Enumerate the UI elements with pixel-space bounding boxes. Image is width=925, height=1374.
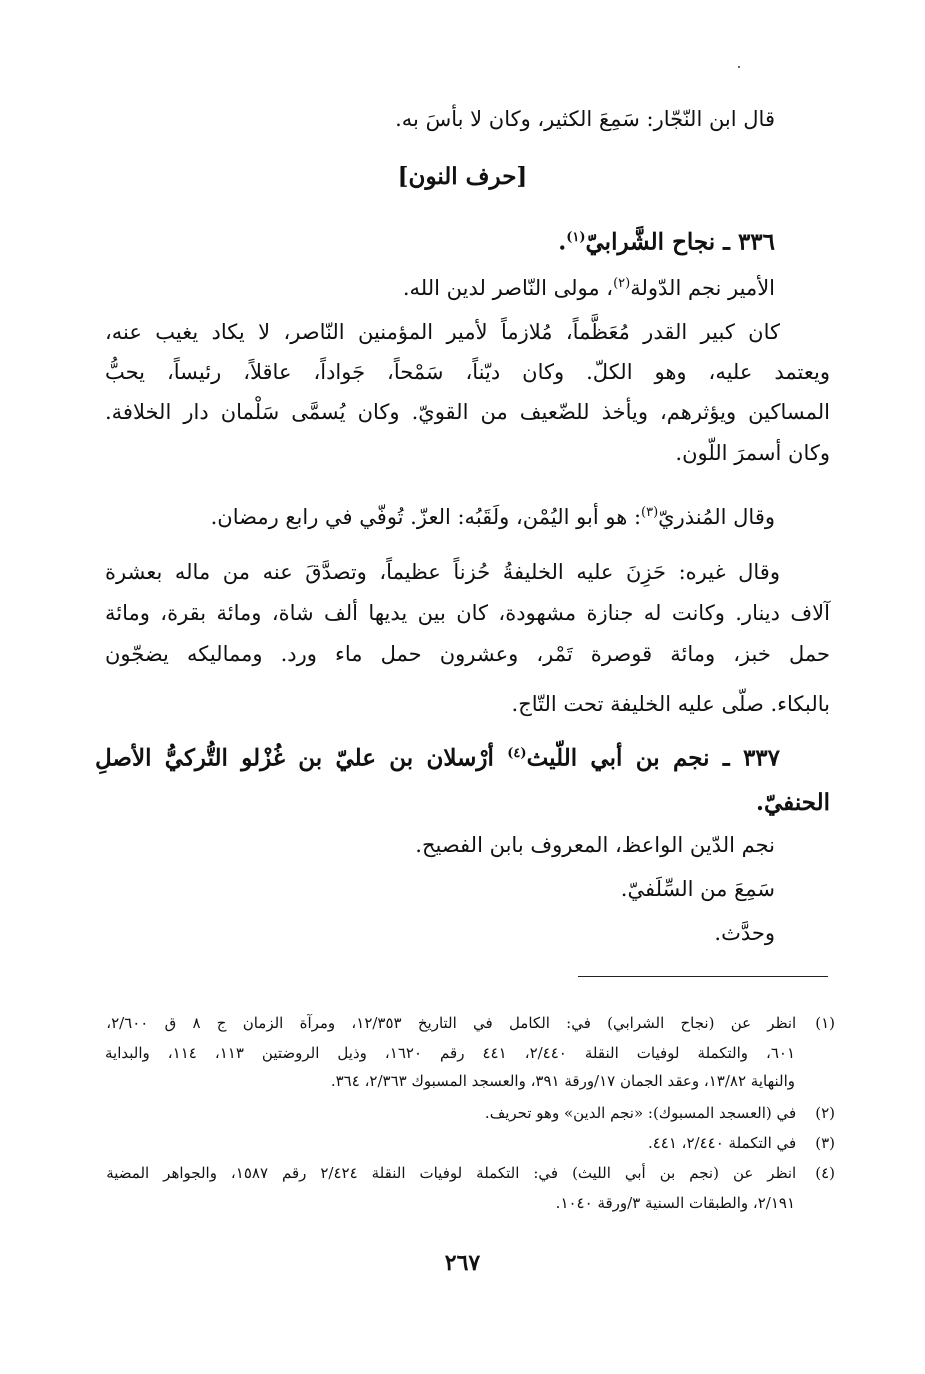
paragraph-line: آلاف دينار. وكانت له جنازة مشهودة، كان بين يديها ألف شاة، ومائة بقرة، ومائة: [105, 601, 830, 625]
entry-336-title: [558, 221, 775, 260]
entry-336-title-end: .: [558, 228, 567, 256]
ink-speck: [738, 66, 740, 68]
footnote-text: ٦٠١، والتكملة لوفيات النقلة ٢/٤٤٠، ٤٤١ رقم ١٦٢٠، وذيل الروضتين ١١٣، ١١٤، والبداية: [105, 1044, 796, 1062]
entry-336-line-b: ، مولى النّاصر لدين الله.: [402, 276, 614, 300]
footnote-text: انظر عن (نجم بن أبي الليث) في: التكملة لوفيات النقلة ٢/٤٢٤ رقم ١٥٨٧، والجواهر المضية: [106, 1164, 797, 1182]
footnote-3: [648, 1130, 835, 1157]
footnote-4: [105, 1160, 835, 1187]
paragraph-line: بالبكاء. صلّى عليه الخليفة تحت التّاج.: [511, 692, 830, 716]
entry-336-line-a: وقال المُنذريّ: [658, 505, 775, 529]
entry-336-line-b: : هو أبو اليُمْن، ولَقَبُه: العزّ. تُوفّي في رابع رمضان.: [210, 505, 642, 529]
section-heading: [حرف النون]: [397, 163, 528, 190]
entry-337-line: سَمِعَ من السِّلَفيّ.: [620, 877, 775, 901]
footnote-1: [105, 1010, 835, 1037]
entry-337-title-cont: الحنفيّ.: [756, 789, 830, 816]
page-number: ٢٦٧: [444, 1250, 481, 1276]
entry-337-title-b: أرْسلان بن عليّ بن غُزْلو التُّركيُّ الأصلِ: [95, 744, 508, 772]
paragraph-line: حمل خبز، ومائة قوصرة تَمْر، وعشرون حمل ماء ورد. ومماليكه يضجّون: [105, 642, 830, 666]
entry-336-line: [403, 267, 775, 305]
paragraph-line: وكان أسمرَ اللّون.: [675, 441, 830, 465]
footnote-text: في (العسجد المسبوك): «نجم الدين» وهو تحريف.: [484, 1104, 797, 1122]
footnote-separator: [578, 976, 828, 977]
entry-337-line: وحدَّث.: [714, 921, 775, 945]
entry-337-line: نجم الدّين الواعظ، المعروف بابن الفصيح.: [415, 833, 775, 857]
entry-336-line-a: الأمير نجم الدّولة: [630, 276, 775, 300]
footnote-number: (٤): [815, 1164, 835, 1182]
footnote-2: [485, 1100, 835, 1127]
footnote-number: (٣): [815, 1134, 835, 1152]
footnote-ref-4: (٤): [507, 746, 527, 761]
opening-line: قال ابن النّجّار: سَمِعَ الكثير، وكان لا بأسَ به.: [395, 107, 775, 131]
paragraph-line: المساكين ويؤثرهم، ويأخذ للضّعيف من القويّ. وكان يُسمَّى سَلْمان دار الخلافة.: [105, 400, 830, 424]
entry-337-title: [95, 737, 780, 776]
footnote-text: في التكملة ٢/٤٤٠، ٤٤١.: [647, 1134, 797, 1152]
footnote-text: والنهاية ١٣/٨٢، وعقد الجمان ١٧/ورقة ٣٩١، والعسجد المسبوك ٢/٣٦٣، ٣٦٤.: [330, 1072, 795, 1090]
paragraph-line: وقال غيره: حَزِنَ عليه الخليفةُ حُزناً عظيماً، وتصدَّقَ عنه من ماله بعشرة: [105, 560, 780, 584]
paragraph-line: ويعتمد عليه، وهو الكلّ. وكان ديّناً، سَمْحاً، جَواداً، عاقلاً، رئيساً، يحبُّ: [105, 360, 830, 384]
entry-336-line: [211, 496, 775, 534]
footnote-text: ٢/١٩١، والطبقات السنية ٣/ورقة ١٠٤٠.: [555, 1194, 795, 1212]
footnote-number: (١): [815, 1014, 835, 1032]
footnote-ref-1: (١): [566, 230, 586, 245]
footnote-number: (٢): [815, 1104, 835, 1122]
entry-336-title-text: ٣٣٦ ـ نجاح الشَّرابيّ: [585, 228, 775, 256]
footnote-ref-2: (٢): [613, 276, 631, 291]
paragraph-line: كان كبير القدر مُعَظَّماً، مُلازماً لأمير المؤمنين النّاصر، لا يكاد يغيب عنه،: [105, 320, 780, 344]
footnote-text: انظر عن (نجاح الشرابي) في: الكامل في التاريخ ١٢/٣٥٣، ومرآة الزمان ج ٨ ق ٢/٦٠٠،: [106, 1014, 797, 1032]
entry-337-title-a: ٣٣٧ ـ نجم بن أبي اللّيث: [526, 744, 780, 772]
footnote-ref-3: (٣): [641, 505, 659, 520]
